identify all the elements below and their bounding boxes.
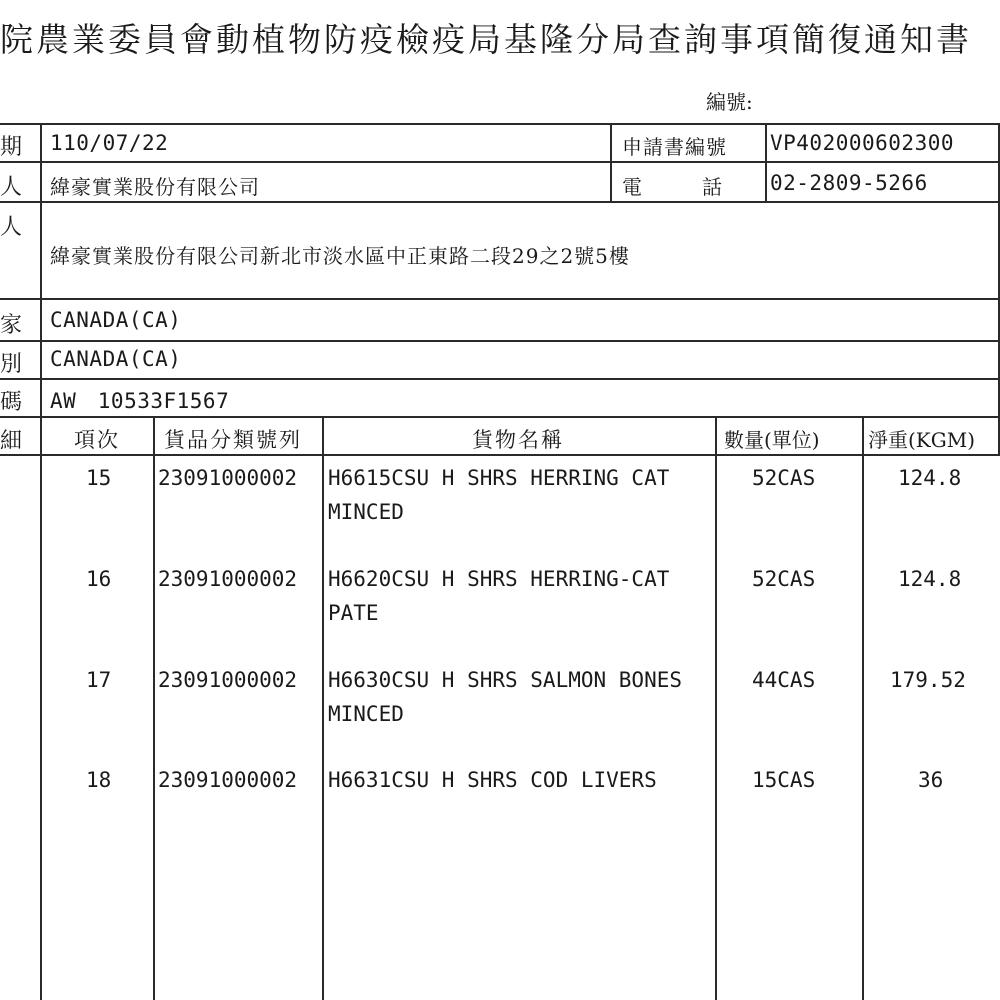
frame-top-line <box>0 123 1000 125</box>
row-weight: 124.8 <box>898 466 962 490</box>
label-column-line <box>40 123 42 1000</box>
app-no-label-line <box>610 123 612 201</box>
row-hs-code: 23091000002 <box>158 466 298 490</box>
row-line <box>0 378 1000 380</box>
app-no-label: 申請書編號 <box>622 135 727 159</box>
row-line <box>0 298 1000 300</box>
row-item-no: 17 <box>86 668 112 692</box>
country-value: CANADA(CA) <box>50 308 182 332</box>
row-weight: 124.8 <box>898 567 962 591</box>
row-goods-name: H6620CSU H SHRS HERRING-CAT PATE <box>328 567 670 625</box>
col-header-hs-code: 貨品分類號列 <box>164 428 302 452</box>
row-item-no: 15 <box>86 466 112 490</box>
col-line <box>862 416 864 1000</box>
document-title: 院農業委員會動植物防疫檢疫局基隆分局查詢事項簡復通知書 <box>0 20 972 59</box>
row-goods-name: H6631CSU H SHRS COD LIVERS <box>328 768 657 792</box>
phone-label: 電 話 <box>622 175 722 199</box>
app-no-value-line <box>765 123 767 201</box>
row-label-fragment: 期 <box>0 135 23 160</box>
country-value: CANADA(CA) <box>50 347 182 371</box>
row-weight: 179.52 <box>890 668 966 692</box>
row-line <box>0 161 1000 163</box>
row-line <box>0 201 1000 203</box>
col-header-weight: 淨重(KGM) <box>868 428 976 452</box>
row-label-fragment: 別 <box>0 352 23 377</box>
col-line <box>715 416 717 1000</box>
col-header-goods: 貨物名稱 <box>472 428 564 452</box>
applicant-value: 緯豪實業股份有限公司 <box>50 175 260 199</box>
row-weight: 36 <box>918 768 944 792</box>
row-label-fragment: 人 <box>0 175 23 200</box>
row-label-fragment: 細 <box>0 429 23 454</box>
row-hs-code: 23091000002 <box>158 768 298 792</box>
row-goods-name: H6615CSU H SHRS HERRING CAT MINCED <box>328 466 670 524</box>
row-item-no: 18 <box>86 768 112 792</box>
row-item-no: 16 <box>86 567 112 591</box>
col-line <box>153 416 155 1000</box>
row-label-fragment: 家 <box>0 313 23 338</box>
phone-value: 02-2809-5266 <box>770 171 928 195</box>
app-no-value: VP402000602300 <box>770 131 955 155</box>
row-line <box>0 340 1000 342</box>
code-value: AW 10533F1567 <box>50 389 230 413</box>
col-header-qty: 數量(單位) <box>724 428 820 452</box>
address-value: 緯豪實業股份有限公司新北市淡水區中正東路二段29之2號5樓 <box>50 244 630 268</box>
col-header-item: 項次 <box>74 428 120 452</box>
row-qty: 52CAS <box>752 567 816 591</box>
row-qty: 15CAS <box>752 768 816 792</box>
row-label-fragment: 碼 <box>0 390 23 415</box>
date-value: 110/07/22 <box>50 131 169 155</box>
row-goods-name: H6630CSU H SHRS SALMON BONES MINCED <box>328 668 683 726</box>
row-line <box>0 454 1000 456</box>
serial-label: 編號: <box>706 90 753 114</box>
row-hs-code: 23091000002 <box>158 668 298 692</box>
row-hs-code: 23091000002 <box>158 567 298 591</box>
row-line <box>0 416 1000 418</box>
row-qty: 52CAS <box>752 466 816 490</box>
col-line <box>322 416 324 1000</box>
row-label-fragment: 人 <box>0 215 23 240</box>
row-qty: 44CAS <box>752 668 816 692</box>
